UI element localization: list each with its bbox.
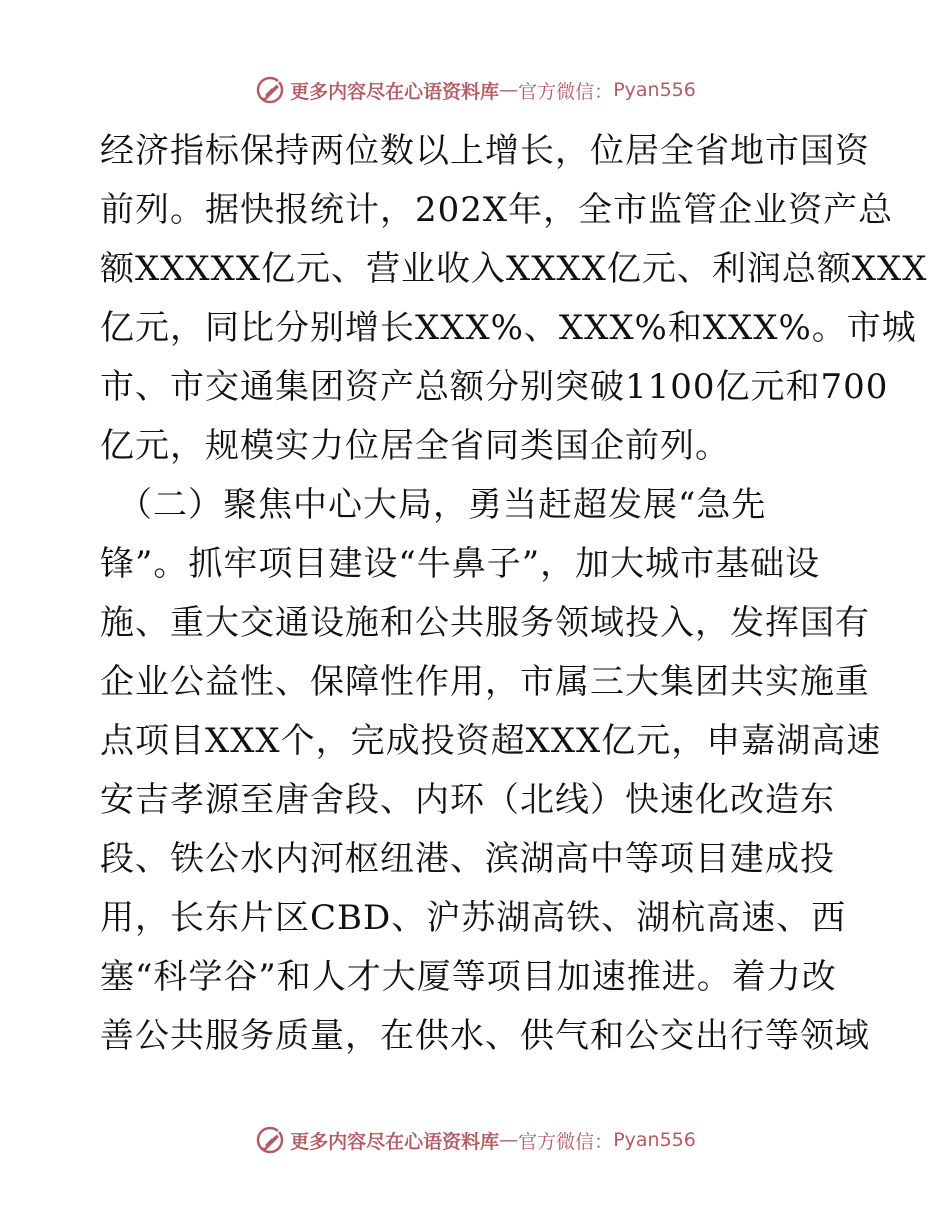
text-line: 企业公益性、保障性作用，市属三大集团共实施重	[100, 662, 870, 702]
text-line: 点项目XXX个，完成投资超XXX亿元，申嘉湖高速	[100, 721, 882, 761]
text-line: 亿元，同比分别增长XXX%、XXX%和XXX%。市城	[100, 308, 917, 348]
footer-banner	[0, 1120, 950, 1160]
text-line: 亿元，规模实力位居全省同类国企前列。	[100, 426, 730, 466]
banner-wechat-id: Pyan556	[613, 79, 696, 101]
banner-wechat-id: Pyan556	[613, 1129, 696, 1151]
pen-circle-logo-icon	[254, 1124, 286, 1156]
text-line: 善公共服务质量，在供水、供气和公交出行等领域	[100, 1016, 870, 1056]
text-line: 用，长东片区CBD、沪苏湖高铁、湖杭高速、西	[100, 898, 847, 938]
header-banner	[0, 70, 950, 110]
text-line: 锋”。抓牢项目建设“牛鼻子”，加大城市基础设	[100, 544, 821, 584]
text-line: 额XXXXX亿元、营业收入XXXX亿元、利润总额XXX	[100, 249, 928, 289]
banner-dash: —	[499, 1129, 519, 1151]
banner-site-text: 更多内容尽在心语资料库	[290, 1130, 500, 1153]
pen-circle-logo-icon	[254, 74, 286, 106]
text-line: 前列。据快报统计，202X年，全市监管企业资产总	[100, 190, 894, 230]
banner-wechat-label: 官方微信：	[518, 80, 614, 103]
text-line: 经济指标保持两位数以上增长，位居全省地市国资	[100, 131, 870, 171]
banner-wechat-label: 官方微信：	[518, 1130, 614, 1153]
document-body	[100, 122, 928, 1066]
text-line: 安吉孝源至唐舍段、内环（北线）快速化改造东	[100, 780, 835, 820]
text-line: 段、铁公水内河枢纽港、滨湖高中等项目建成投	[100, 839, 835, 879]
section-heading-line: （二）聚焦中心大局，勇当赶超发展“急先	[118, 485, 767, 525]
text-line: 塞“科学谷”和人才大厦等项目加速推进。着力改	[100, 957, 837, 997]
text-line: 施、重大交通设施和公共服务领域投入，发挥国有	[100, 603, 870, 643]
banner-dash: —	[499, 79, 519, 101]
text-line: 市、市交通集团资产总额分别突破1100亿元和700	[100, 367, 889, 407]
banner-site-text: 更多内容尽在心语资料库	[290, 80, 500, 103]
